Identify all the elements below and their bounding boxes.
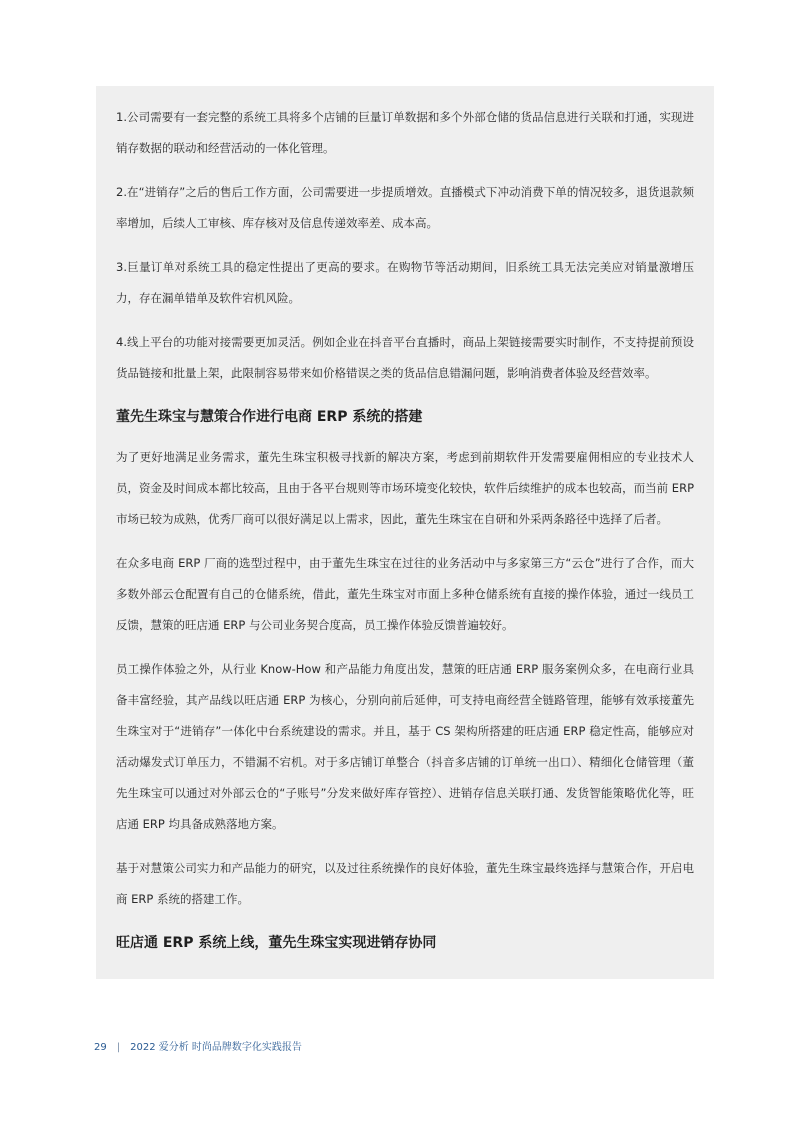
- paragraph: 员工操作体验之外，从行业 Know-How 和产品能力角度出发，慧策的旺店通 ERP 服务案例众多，在电商行业具备丰富经验，其产品线以旺店通 ERP 为核心，分别向前后延伸，可支持电商经营全链路管理，能够有效承接董先生珠宝对于“进销存”一体化中台系统建设的需求。并且，基于 CS 架构所搭建的旺店通 ERP 稳定性高，能够应对活动爆发式订单压力，不错漏不宕机。对于多店铺订单整合（抖音多店铺的订单统一出口）、精细化仓储管理（董先生珠宝可以通过对外部云仓的“子账号”分发来做好库存管控）、进销存信息关联打通、发货智能策略优化等，旺店通 ERP 均具备成熟落地方案。: [116, 662, 694, 831]
- page-number: 29: [94, 1042, 107, 1053]
- paragraph: 为了更好地满足业务需求，董先生珠宝积极寻找新的解决方案，考虑到前期软件开发需要雇佣相应的专业技术人员，资金及时间成本都比较高，且由于各平台规则等市场环境变化较快，软件后续维护的成本也较高，而当前 ERP 市场已较为成熟，优秀厂商可以很好满足以上需求，因此，董先生珠宝在自研和外采两条路径中选择了后者。: [116, 450, 694, 526]
- paragraph: 基于对慧策公司实力和产品能力的研究，以及过往系统操作的良好体验，董先生珠宝最终选择与慧策合作，开启电商 ERP 系统的搭建工作。: [116, 861, 694, 906]
- page-footer: [94, 1038, 302, 1053]
- paragraph: 2.在“进销存”之后的售后工作方面，公司需要进一步提质增效。直播模式下冲动消费下单的情况较多，退货退款频率增加，后续人工审核、库存核对及信息传递效率差、成本高。: [116, 185, 694, 230]
- paragraph: 3.巨量订单对系统工具的稳定性提出了更高的要求。在购物节等活动期间，旧系统工具无法完美应对销量激增压力，存在漏单错单及软件宕机风险。: [116, 260, 694, 305]
- content-panel: [96, 86, 714, 979]
- section-heading: 董先生珠宝与慧策合作进行电商 ERP 系统的搭建: [116, 409, 423, 425]
- paragraph: 1.公司需要有一套完整的系统工具将多个店铺的巨量订单数据和多个外部仓储的货品信息进行关联和打通，实现进销存数据的联动和经营活动的一体化管理。: [116, 110, 694, 155]
- article-body: [116, 102, 694, 968]
- paragraph: 4.线上平台的功能对接需要更加灵活。例如企业在抖音平台直播时，商品上架链接需要实时制作，不支持提前预设货品链接和批量上架，此限制容易带来如价格错误之类的货品信息错漏问题，影响消费者体验及经营效率。: [116, 335, 694, 380]
- section-heading: 旺店通 ERP 系统上线，董先生珠宝实现进销存协同: [116, 935, 437, 951]
- report-title: 2022 爱分析 时尚品牌数字化实践报告: [130, 1042, 302, 1053]
- footer-separator: |: [116, 1042, 121, 1053]
- paragraph: 在众多电商 ERP 厂商的选型过程中，由于董先生珠宝在过往的业务活动中与多家第三方“云仓”进行了合作，而大多数外部云仓配置有自己的仓储系统，借此，董先生珠宝对市面上多种仓储系统有直接的操作体验，通过一线员工反馈，慧策的旺店通 ERP 与公司业务契合度高，员工操作体验反馈普遍较好。: [116, 556, 694, 632]
